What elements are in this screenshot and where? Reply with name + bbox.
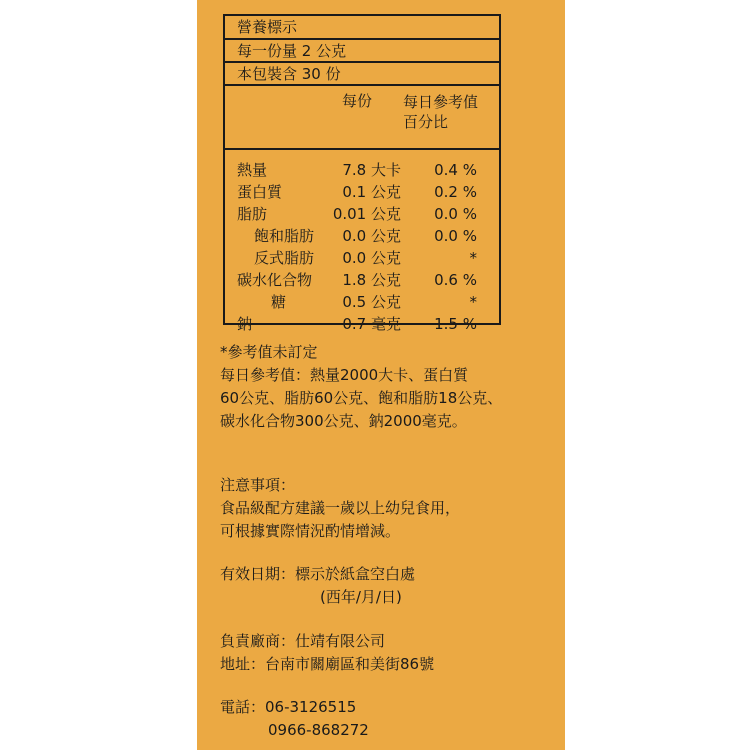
nutrition-title-row: [225, 16, 499, 40]
nutrient-row: [225, 226, 499, 248]
column-header-row: [225, 86, 499, 150]
nutrient-amount: 0.01 公克: [332, 205, 401, 223]
nutrient-name: 糖: [271, 293, 287, 311]
nutrient-row: [225, 292, 499, 314]
servings-count-row: [225, 63, 499, 86]
mobile: 0966-868272: [268, 721, 369, 739]
serving-size: 每一份量 2 公克: [237, 42, 347, 60]
nutrient-percent: 0.4 %: [434, 161, 477, 179]
reference-line: 60公克、脂肪60公克、飽和脂肪18公克、: [220, 389, 503, 407]
undefined-note: *參考值未訂定: [220, 343, 318, 361]
nutrient-rows: [225, 150, 499, 333]
nutrient-name: 熱量: [237, 161, 268, 179]
expiry-line: 有效日期：標示於紙盒空白處: [220, 565, 416, 583]
daily-value-header: 每日參考值 百分比: [403, 93, 479, 131]
nutrient-amount: 0.7 毫克: [342, 315, 401, 333]
nutrient-amount: 7.8 大卡: [342, 161, 401, 179]
nutrient-percent: *: [469, 293, 477, 311]
nutrient-percent: *: [469, 249, 477, 267]
nutrient-name: 碳水化合物: [237, 271, 313, 289]
reference-note: [220, 341, 502, 433]
notice-section: [220, 474, 460, 543]
expiry-format: (西年/月/日): [320, 588, 402, 606]
nutrient-row: [225, 204, 499, 226]
nutrient-amount: 0.5 公克: [342, 293, 401, 311]
contact-section: [220, 696, 369, 742]
nutrient-name: 脂肪: [237, 205, 268, 223]
nutrient-percent: 0.0 %: [434, 205, 477, 223]
notice-line: 可根據實際情況酌情增減。: [220, 522, 401, 540]
address: 地址：台南市關廟區和美街86號: [220, 655, 435, 673]
nutrient-row: [225, 248, 499, 270]
serving-size-row: [225, 40, 499, 63]
nutrient-row: [225, 270, 499, 292]
nutrient-name: 鈉: [237, 315, 253, 333]
nutrient-amount: 0.0 公克: [342, 249, 401, 267]
notice-heading: 注意事項：: [220, 476, 296, 494]
reference-line: 碳水化合物300公克、鈉2000毫克。: [220, 412, 467, 430]
company-section: [220, 630, 434, 676]
nutrient-amount: 0.1 公克: [342, 183, 401, 201]
nutrient-name: 蛋白質: [237, 183, 283, 201]
manufacturer: 負責廠商：仕靖有限公司: [220, 632, 386, 650]
servings-per-pack: 本包裝含 30 份: [237, 65, 341, 83]
nutrient-row: [225, 182, 499, 204]
nutrient-name: 飽和脂肪: [254, 227, 315, 245]
notice-line: 食品級配方建議一歲以上幼兒食用，: [220, 499, 461, 517]
reference-line: 每日參考值：熱量2000大卡、蛋白質: [220, 366, 469, 384]
nutrient-row: [225, 160, 499, 182]
nutrition-title: 營養標示: [237, 18, 298, 36]
nutrient-row: [225, 314, 499, 336]
nutrient-percent: 0.2 %: [434, 183, 477, 201]
nutrition-table: [223, 14, 501, 333]
nutrient-percent: 0.0 %: [434, 227, 477, 245]
nutrient-name: 反式脂肪: [254, 249, 315, 267]
nutrient-amount: 0.0 公克: [342, 227, 401, 245]
phone: 電話：06-3126515: [220, 698, 357, 716]
per-serving-header: 每份: [342, 92, 373, 110]
nutrient-percent: 1.5 %: [434, 315, 477, 333]
expiry-section: [220, 563, 415, 609]
nutrient-amount: 1.8 公克: [342, 271, 401, 289]
nutrient-percent: 0.6 %: [434, 271, 477, 289]
